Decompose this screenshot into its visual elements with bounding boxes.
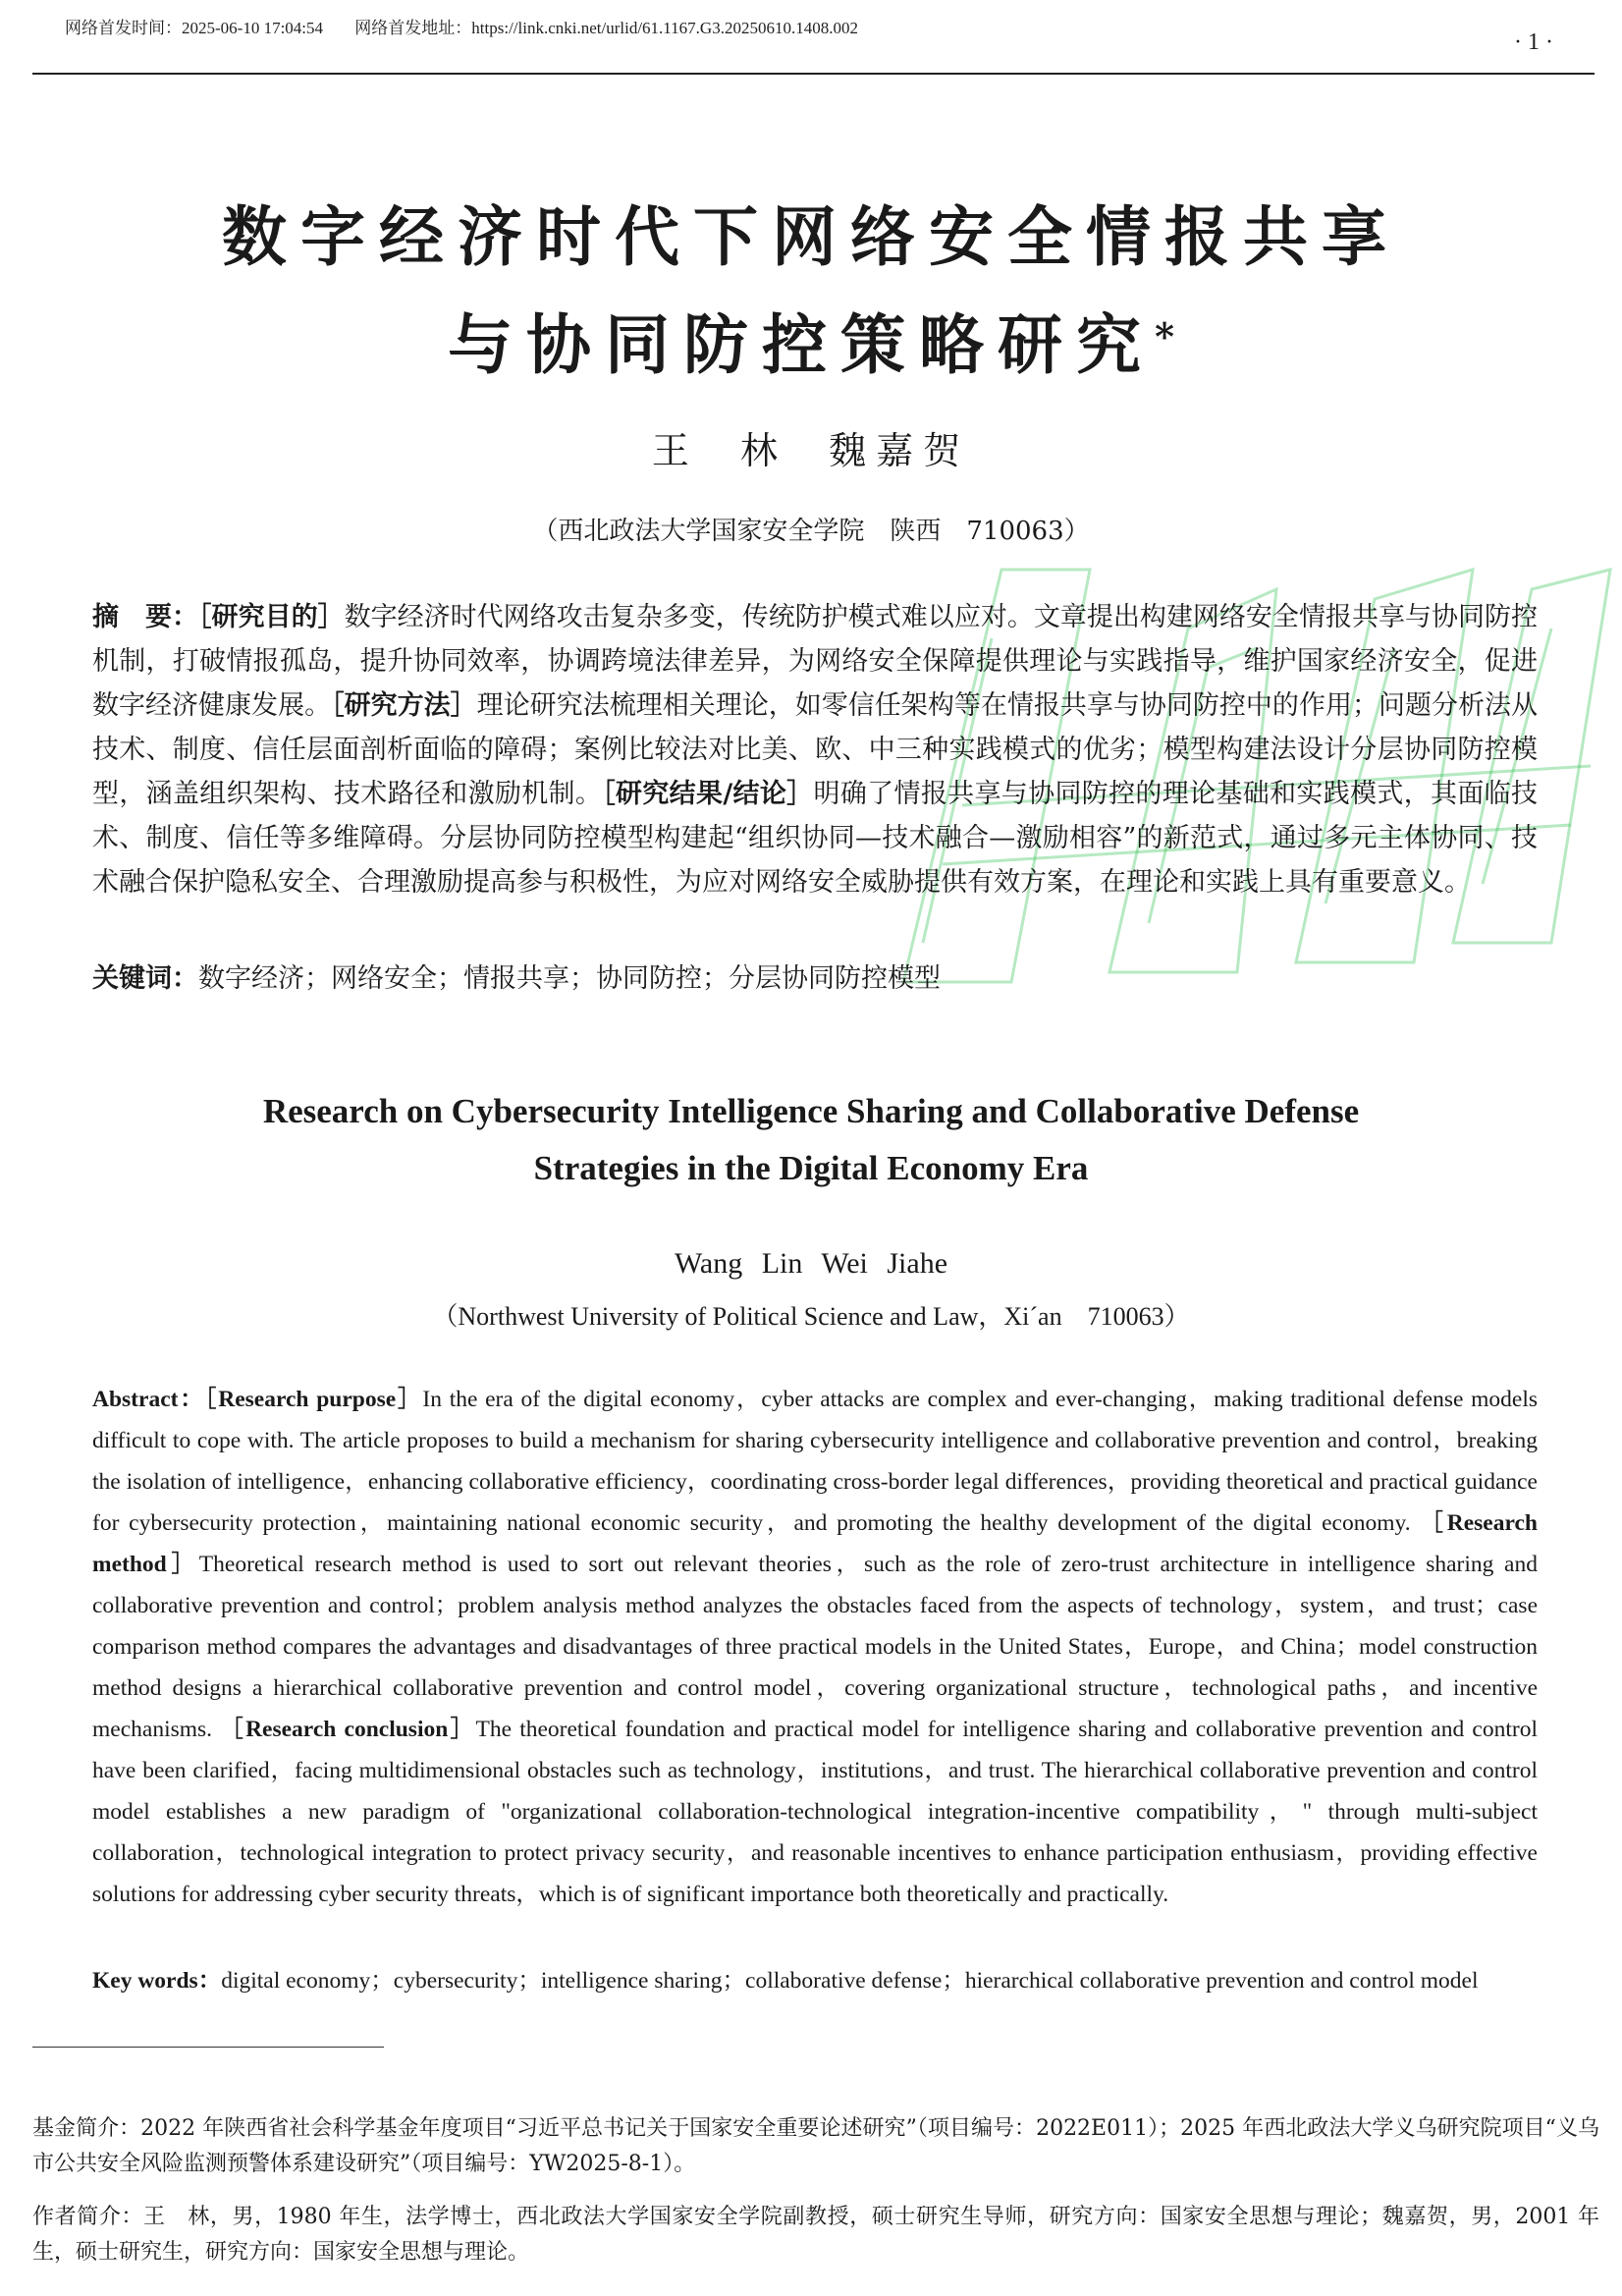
header-rule — [32, 73, 1595, 75]
purpose-text: 数字经济时代网络攻击复杂多变，传统防护模式难以应对。文章提出构建网络安全情报共享与协同防控机制，打破情报孤岛，提升协同效率，协调跨境法律差异，为网络安全保障提供理论与实践指导，维护国家经济安全，促进数字经济健康发展。 — [92, 602, 1539, 721]
english-affiliation: （Northwest University of Political Science and Law，Xi´an 710063） — [432, 1302, 1190, 1331]
keywords-label: 关键词： — [92, 963, 198, 994]
chinese-title-line1: 数字经济时代下网络安全情报共享 — [222, 198, 1400, 275]
abstract-label-en: Abstract： — [92, 1387, 205, 1412]
title-footnote-mark: * — [1155, 314, 1174, 358]
chinese-authors: 王 林 魏嘉贺 — [651, 429, 971, 472]
chinese-keywords — [92, 957, 1538, 1001]
keywords-text-en: digital economy；cybersecurity；intelligence sharing；collaborative defense；hierarchical collaborative prevention and control model — [221, 1968, 1479, 1994]
conclusion-text: 明确了情报共享与协同防控的理论基础和实践模式，其面临技术、制度、信任等多维障碍。分层协同防控模型构建起“组织协同—技术融合—激励相容”的新范式，通过多元主体协同、技术融合保护隐私安全、合理激励提高参与积极性，为应对网络安全威胁提供有效方案，在理论和实践上具有重要意义。 — [92, 779, 1539, 898]
method-text: 理论研究法梳理相关理论，如零信任架构等在情报共享与协同防控中的作用；问题分析法从技术、制度、信任层面剖析面临的障碍；案例比较法对比美、欧、中三种实践模式的优劣；模型构建法设计分层协同防控模型，涵盖组织架构、技术路径和激励机制。 — [92, 690, 1539, 809]
chinese-title-line2 — [0, 293, 1622, 386]
purpose-label: ［研究目的］ — [198, 602, 345, 632]
english-authors: Wang Lin Wei Jiahe — [674, 1247, 948, 1280]
online-url[interactable]: 网络首发地址：https://link.cnki.net/urlid/61.1167.G3.20250610.1408.002 — [354, 19, 858, 37]
keywords-text: 数字经济；网络安全；情报共享；协同防控；分层协同防控模型 — [198, 963, 941, 994]
method-text-en: Theoretical research method is used to sort out relevant theories，such as the role of zero-trust architecture in intelligence sharing and collaborative prevention and control；problem analysis method analyzes the obstacles faced from the aspects of technology，system，and trust；case comparison method compares the advantages and disadvantages of three practical models in the United States，Europe，and China；model construction method designs a hierarchical collaborative prevention and control model，covering organizational structure，technological paths，and incentive mechanisms. — [92, 1552, 1538, 1742]
keywords-label-en: Key words： — [92, 1968, 222, 1994]
purpose-label-en: ［Research purpose］ — [204, 1387, 423, 1412]
author-footnote: 作者简介：王 林，男，1980 年生，法学博士，西北政法大学国家安全学院副教授，硕士研究生导师，研究方向：国家安全思想与理论；魏嘉贺，男，2001 年生，硕士研究生，研究方向：国家安全思想与理论。 — [32, 2205, 1599, 2265]
page-number: · 1 · — [1514, 29, 1553, 55]
conclusion-label-en: ［Research conclusion］ — [220, 1717, 476, 1742]
method-label: ［研究方法］ — [331, 690, 477, 721]
chinese-title-text: 与协同防控策略研究 — [448, 306, 1156, 383]
chinese-abstract — [92, 595, 1538, 904]
online-publication-header — [65, 14, 886, 38]
conclusion-text-en: The theoretical foundation and practical model for intelligence sharing and collaborative prevention and control have been clarified，facing multidimensional obstacles such as technology，institutions，and trust. The hierarchical collaborative prevention and control model establishes a new paradigm of "organizational collaboration-technological integration-incentive compatibility，" through multi-subject collaboration，technological integration to protect privacy security，and reasonable incentives to enhance participation enthusiasm，providing effective solutions for addressing cyber security threats，which is of significant importance both theoretically and practically. — [92, 1717, 1538, 1907]
purpose-text-en: In the era of the digital economy，cyber attacks are complex and ever-changing，making traditional defense models difficult to cope with. The article proposes to build a mechanism for sharing cybersecurity intelligence and collaborative prevention and control，breaking the isolation of intelligence，enhancing collaborative efficiency，coordinating cross-border legal differences，providing theoretical and practical guidance for cybersecurity protection，maintaining national economic security，and promoting the healthy development of the digital economy. — [92, 1387, 1539, 1536]
english-title-line1: Research on Cybersecurity Intelligence Sharing and Collaborative Defense — [262, 1092, 1360, 1130]
abstract-label: 摘 要： — [92, 602, 199, 632]
english-abstract — [92, 1379, 1538, 1915]
online-time: 网络首发时间：2025-06-10 17:04:54 — [65, 19, 324, 37]
chinese-affiliation: （西北政法大学国家安全学院 陕西 710063） — [532, 517, 1090, 546]
english-title-line2: Strategies in the Digital Economy Era — [533, 1149, 1089, 1187]
fund-footnote: 基金简介：2022 年陕西省社会科学基金年度项目“习近平总书记关于国家安全重要论述研究”（项目编号：2022E011）；2025 年西北政法大学义乌研究院项目“义乌市公共安全风险监测预警体系建设研究”（项目编号：YW2025-8-1）。 — [32, 2116, 1599, 2176]
conclusion-label: ［研究结果/结论］ — [602, 779, 814, 809]
method-label-en: ［Research method］ — [92, 1510, 1538, 1577]
footnote-rule — [32, 2047, 384, 2048]
english-keywords — [92, 1960, 1538, 2001]
